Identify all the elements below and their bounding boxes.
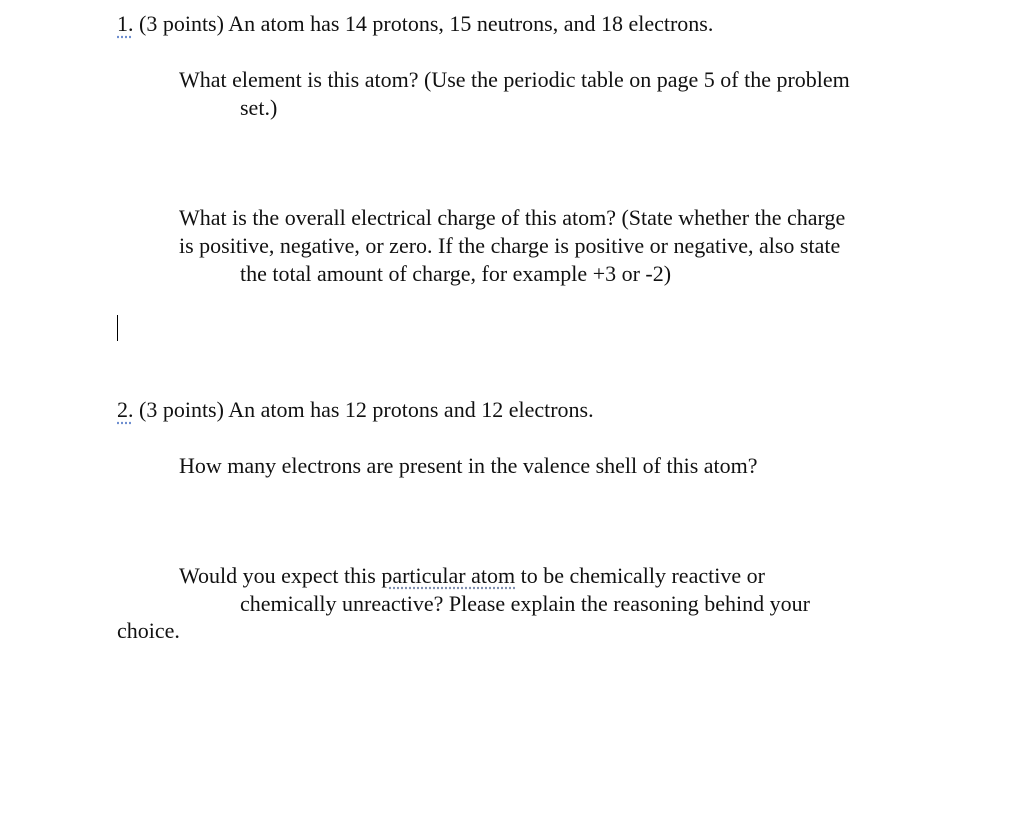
- question-2b-line-2: chemically unreactive? Please explain the reasoning behind your: [240, 591, 810, 616]
- question-2-header: [117, 396, 594, 424]
- question-2b-line-3: choice.: [117, 618, 180, 643]
- question-2b-text-before: Would you expect this: [179, 563, 382, 588]
- question-2-header-text: (3 points) An atom has 12 protons and 12 electrons.: [133, 397, 594, 422]
- question-2-number: 2.: [117, 397, 134, 422]
- question-2b-text-after: to be chemically reactive or: [515, 563, 765, 588]
- question-2b-line-1: [179, 562, 765, 590]
- question-1a-line-2: set.): [240, 95, 278, 120]
- question-1a-line-1: What element is this atom? (Use the periodic table on page 5 of the problem: [179, 67, 850, 92]
- spellcheck-marked-phrase[interactable]: particular atom: [381, 563, 516, 588]
- question-2a-line-1: How many electrons are present in the valence shell of this atom?: [179, 453, 758, 478]
- question-1b-line-2: is positive, negative, or zero. If the charge is positive or negative, also state: [179, 233, 841, 258]
- text-cursor: [117, 315, 118, 341]
- question-1b-line-3: the total amount of charge, for example +3 or -2): [240, 261, 672, 286]
- question-1-header: [117, 10, 713, 38]
- question-1b-line-1: What is the overall electrical charge of this atom? (State whether the charge: [179, 205, 846, 230]
- question-1-number: 1.: [117, 11, 134, 36]
- question-1-header-text: (3 points) An atom has 14 protons, 15 neutrons, and 18 electrons.: [133, 11, 714, 36]
